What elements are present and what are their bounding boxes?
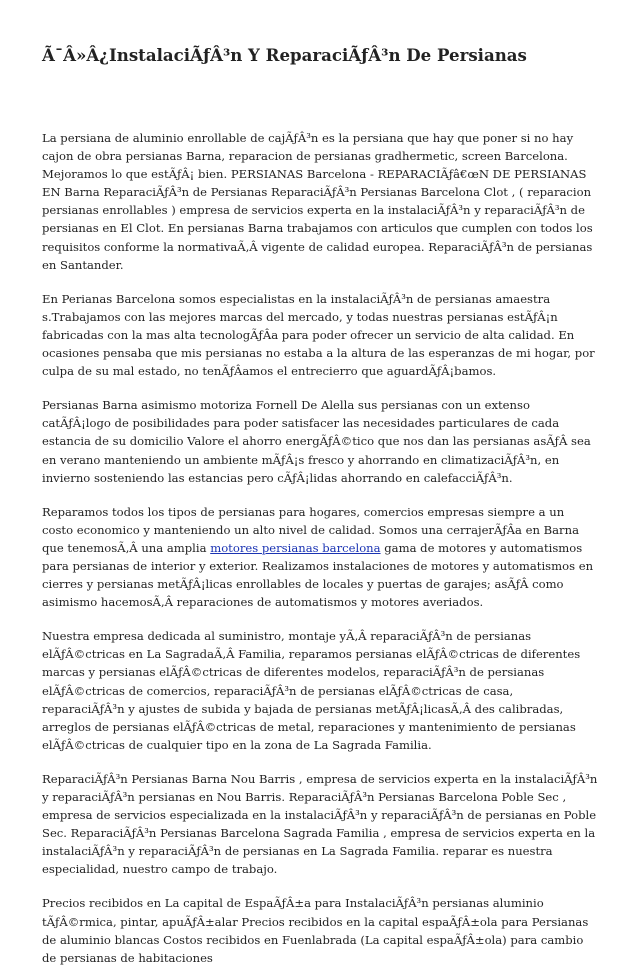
paragraph-5: Nuestra empresa dedicada al suministro, montaje yÃ‚Â reparaciÃƒÂ³n de persianas elÃƒÂ©ctricas en La SagradaÃ‚Â Familia, reparamos persianas elÃƒÂ©ctricas de diferentes marcas y persianas elÃƒÂ©ctricas de diferentes modelos, reparaciÃƒÂ³n de persianas elÃƒÂ©ctricas de comercios, reparaciÃƒÂ³n de persianas elÃƒÂ©ctricas de casa, reparaciÃƒÂ³n y ajustes de subida y bajada de persianas metÃƒÂ¡licasÃ‚Â des calibradas, arreglos de persianas elÃƒÂ©ctricas de metal, reparaciones y mantenimiento de persianas elÃƒÂ©ctricas de cualquier tipo en la zona de La Sagrada Familia. — [42, 629, 581, 752]
paragraph-7: Precios recibidos en La capital de EspaÃƒÂ±a para InstalaciÃƒÂ³n persianas aluminio tÃƒÂ©rmica, pintar, apuÃƒÂ±alar Precios recibidos en la capital espaÃƒÂ±ola para Persianas de aluminio blancas Costos recibidos en Fuenlabrada (La capital espaÃƒÂ±ola) para cambio de persianas de habitaciones — [42, 896, 589, 965]
paragraph-1: La persiana de aluminio enrollable de cajÃƒÂ³n es la persiana que hay que poner si no hay cajon de obra persianas Barna, reparacion de persianas gradhermetic, screen Barcelona. Mejoramos lo que estÃƒÂ¡ bien. PERSIANAS Barcelona - REPARACIÃƒâ€œN DE PERSIANAS EN Barna ReparaciÃƒÂ³n de Persianas ReparaciÃƒÂ³n Persianas Barcelona Clot , ( reparacion persianas enrollables ) empresa de servicios experta en la instalaciÃƒÂ³n y reparaciÃƒÂ³n de persianas en El Clot. En persianas Barna trabajamos con articulos que cumplen con todos los requisitos conforme la normativaÃ‚Â vigente de calidad europea. ReparaciÃƒÂ³n de persianas en Santander. — [42, 131, 593, 272]
paragraph-6: ReparaciÃƒÂ³n Persianas Barna Nou Barris , empresa de servicios experta en la instalaciÃƒÂ³n y reparaciÃƒÂ³n persianas en Nou Barris. ReparaciÃƒÂ³n Persianas Barcelona Poble Sec , empresa de servicios especializada en la instalaciÃƒÂ³n y reparaciÃƒÂ³n de persianas en Poble Sec. ReparaciÃƒÂ³n Persianas Barcelona Sagrada Familia , empresa de servicios experta en la instalaciÃƒÂ³n y reparaciÃƒÂ³n de persianas en La Sagrada Familia. reparar es nuestra especialidad, nuestro campo de trabajo. — [42, 771, 598, 877]
paragraph-2: En Perianas Barcelona somos especialistas en la instalaciÃƒÂ³n de persianas amaestra s.Trabajamos con las mejores marcas del mercado, y todas nuestras persianas estÃƒÂ¡n fabricadas con la mas alta tecnologÃƒÂa para poder ofrecer un servicio de alta calidad. En ocasiones pensaba que mis persianas no estaba a la altura de las esperanzas de mi hogar, por culpa de su mal estado, no tenÃƒÂamos el entrecierro que aguardÃƒÂ¡bamos. — [42, 291, 595, 379]
paragraph-4 — [42, 503, 598, 612]
paragraph-3: Persianas Barna asimismo motoriza Fornell De Alella sus persianas con un extenso catÃƒÂ¡logo de posibilidades para poder satisfacer las necesidades particulares de cada estancia de su domicilio Valore el ahorro energÃƒÂ©tico que nos dan las persianas asÃƒÂ sea en verano manteniendo un ambiente mÃƒÂ¡s fresco y ahorrando en climatizaciÃƒÂ³n, en invierno sosteniendo las estancias pero cÃƒÂ¡lidas ahorrando en calefacciÃƒÂ³n. — [42, 398, 591, 485]
page-title: Ã¯Â»Â¿InstalaciÃƒÂ³n Y ReparaciÃƒÂ³n De Persianas — [42, 45, 527, 65]
motores-persianas-link[interactable]: motores persianas barcelona — [210, 540, 381, 555]
paragraph-4-text-after: gama de motores y automatismos para persianas de interior y exterior. Realizamos instalaciones de motores y automatismos en cierres y persianas metÃƒÂ¡licas enrollables de locales y puertas de garajes; asÃƒÂ como asimismo hacemosÃ‚Â reparaciones de automatismos y motores averiados. — [42, 540, 594, 610]
paragraph-4-text-before: Reparamos todos los tipos de persianas para hogares, comercios empresas siempre a un costo economico y manteniendo un alto nivel de calidad. Somos una cerrajerÃƒÂa en Barna que tenemosÃ‚Â una amplia — [42, 504, 579, 555]
